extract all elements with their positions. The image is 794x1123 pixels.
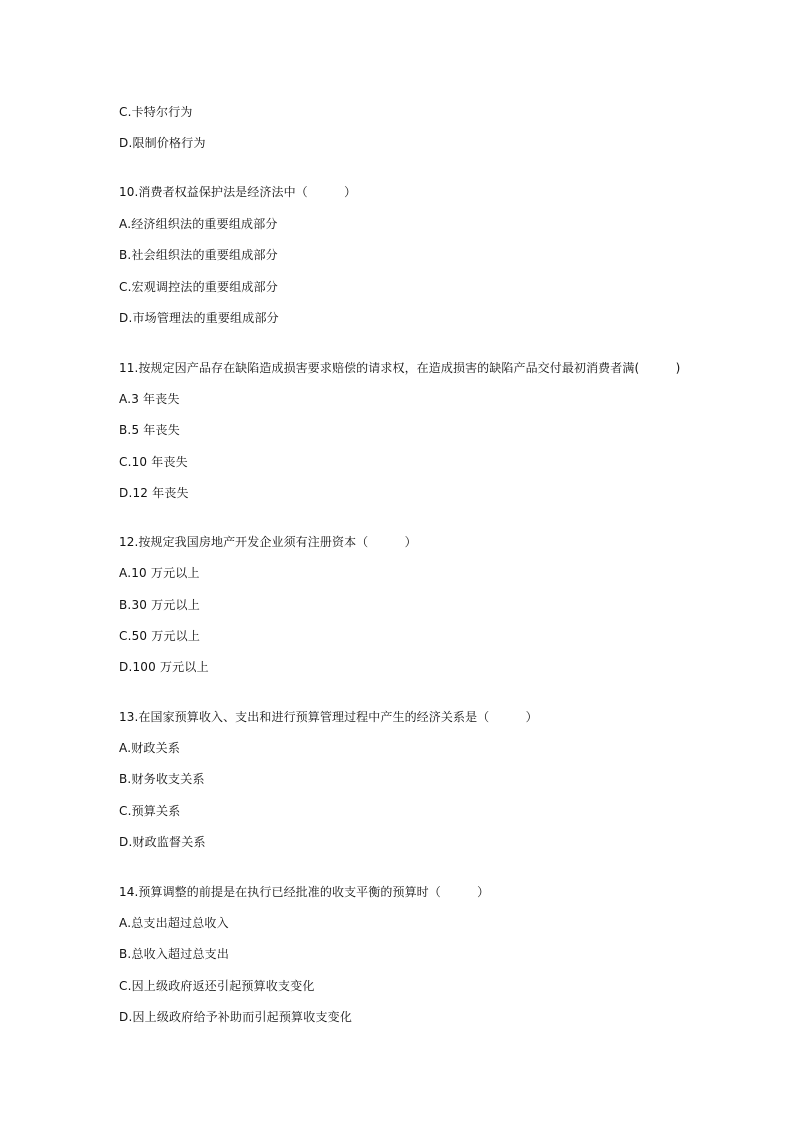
q10-option-d: D.市场管理法的重要组成部分: [119, 311, 279, 325]
q14-option-c: C.因上级政府返还引起预算收支变化: [119, 979, 315, 993]
q12-option-a: A.10 万元以上: [119, 566, 200, 580]
question-11: 11.按规定因产品存在缺陷造成损害要求赔偿的请求权，在造成损害的缺陷产品交付最初消费者满( ): [119, 361, 681, 375]
q12-option-b: B.30 万元以上: [119, 598, 200, 612]
question-10: 10.消费者权益保护法是经济法中（ ）: [119, 185, 357, 199]
question-13: 13.在国家预算收入、支出和进行预算管理过程中产生的经济关系是（ ）: [119, 710, 538, 724]
question-14: 14.预算调整的前提是在执行已经批准的收支平衡的预算时（ ）: [119, 885, 490, 899]
question-12: 12.按规定我国房地产开发企业须有注册资本（ ）: [119, 535, 417, 549]
option-c-prev: C.卡特尔行为: [119, 105, 193, 119]
q12-option-d: D.100 万元以上: [119, 660, 209, 674]
option-d-prev: D.限制价格行为: [119, 136, 206, 150]
q11-option-b: B.5 年丧失: [119, 423, 180, 437]
q13-option-c: C.预算关系: [119, 804, 181, 818]
q14-option-a: A.总支出超过总收入: [119, 916, 229, 930]
q11-option-d: D.12 年丧失: [119, 486, 189, 500]
q11-option-c: C.10 年丧失: [119, 455, 188, 469]
q10-option-b: B.社会组织法的重要组成部分: [119, 248, 278, 262]
q13-option-d: D.财政监督关系: [119, 835, 206, 849]
q10-option-c: C.宏观调控法的重要组成部分: [119, 280, 278, 294]
q13-option-b: B.财务收支关系: [119, 772, 205, 786]
q12-option-c: C.50 万元以上: [119, 629, 201, 643]
q11-option-a: A.3 年丧失: [119, 392, 180, 406]
q14-option-d: D.因上级政府给予补助而引起预算收支变化: [119, 1010, 353, 1024]
q10-option-a: A.经济组织法的重要组成部分: [119, 217, 278, 231]
q13-option-a: A.财政关系: [119, 741, 181, 755]
q14-option-b: B.总收入超过总支出: [119, 947, 230, 961]
